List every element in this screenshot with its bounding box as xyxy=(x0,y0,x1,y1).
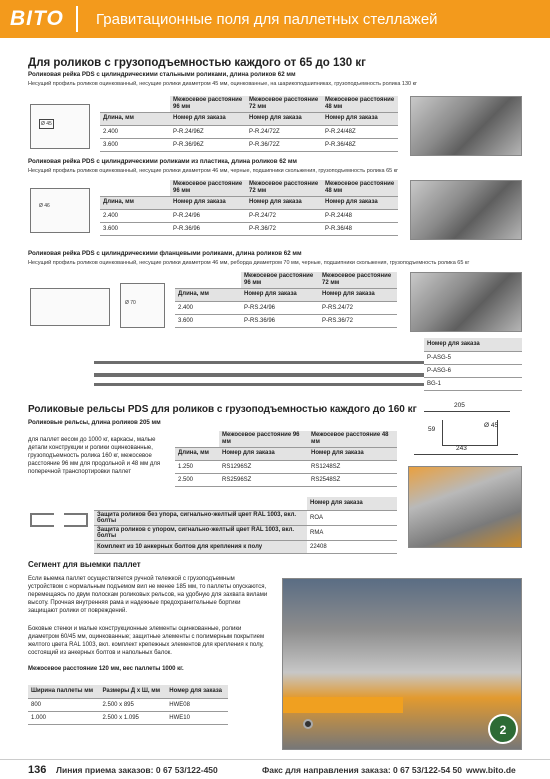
block1-note: Несущий профиль роликов оцинкованный, несущие ролики диаметром 45 мм, оцинкованные, на шарикоподшипниках, грузоподъемность ролика 130 кг xyxy=(28,81,418,87)
rail-image-1 xyxy=(94,361,424,364)
roller-profile-drawing-1 xyxy=(30,104,90,149)
table-extraction-segment: Ширина паллеты мм Размеры Д х Ш, мм Номер для заказа 800 2.500 x 895 HWE08 1.000 2.500 x 1.095 HWE10 xyxy=(28,685,228,725)
dim-d45-rail: Ø 45 xyxy=(484,422,499,429)
order-line: Линия приема заказов: 0 67 53/122-450 xyxy=(56,765,218,775)
rail-image-3 xyxy=(94,383,424,386)
block1-subtitle: Роликовая рейка PDS с цилиндрическими стальными роликами, длина роликов 62 мм xyxy=(28,71,296,78)
table-rail-accessories: Номер для заказа Защита роликов без упора, сигнально-желтый цвет RAL 1003, вкл. болты ROA Защита роликов с упором, сигнально-желтый цвет RAL 1003, вкл. болты RMA Комплект из 10 анкерных болтов для крепления к полу 22408 xyxy=(94,497,397,554)
steel-roller-photo xyxy=(410,96,522,156)
bito-logo: BITO xyxy=(6,6,78,32)
flange-roller-drawing-a xyxy=(30,288,110,326)
rail-guard-drawing xyxy=(30,505,90,535)
section2-subtitle: Роликовые рельсы, длина роликов 205 мм xyxy=(28,419,161,426)
header-bar xyxy=(0,0,550,38)
section2-title: Роликовые рельсы PDS для роликов с грузоподъемностью каждого до 160 кг xyxy=(28,404,417,415)
flange-roller-drawing-b xyxy=(120,283,165,328)
roller-rail-photo xyxy=(408,466,522,548)
section1-title: Для роликов с грузоподъемностью каждого от 65 до 130 кг xyxy=(28,57,366,69)
footer xyxy=(0,759,550,779)
block3-subtitle: Роликовая рейка PDS с цилиндрическими фланцевыми роликами, длина роликов 62 мм xyxy=(28,250,302,257)
block3-note: Несущий профиль роликов оцинкованный, несущие ролики диаметром 46 мм, реборда диаметром 70 мм, черные, подшипники скольжения, грузоподъемность ролика 65 кг xyxy=(28,260,470,266)
roller-profile-drawing-2 xyxy=(30,188,90,233)
warranty-badge: 2 xyxy=(488,714,518,744)
dim-59: 59 xyxy=(428,426,436,433)
dim-d45: Ø 45 xyxy=(41,121,52,127)
dim-d70: Ø 70 xyxy=(125,300,136,306)
table-roller-rails: Межосевое расстояние 96 мм Межосевое расстояние 48 мм Длина, мм Номер для заказа Номер для заказа 1.250 RS1296SZ RS1248SZ 2.500 RS2596SZ RS2548SZ xyxy=(175,431,397,487)
section3-title: Сегмент для выемки паллет xyxy=(28,560,141,569)
table-flange-rollers: Межосевое расстояние 96 мм Межосевое расстояние 72 мм Длина, мм Номер для заказа Номер для заказа 2.400 P-RS.24/96 P-RS.24/72 3.600 P-RS.36/96 P-RS.36/72 xyxy=(175,272,397,328)
section2-text: для паллет весом до 1000 кг, каркасы, малые детали конструкции и ролики оцинкованные, грузоподъемность ролика 160 кг, межосевое расстояние 96 мм для продольной и 48 мм для поперечной транспортировки паллет xyxy=(28,437,161,476)
section3-paragraph-3: Межосевое расстояние 120 мм, вес паллеты 1000 кг. xyxy=(28,666,184,672)
plastic-roller-photo xyxy=(410,180,522,240)
section3-paragraph-2: Боковые стенки и малые конструкционные элементы оцинкованные, ролики диаметром 60/45 мм, оцинкованные; защитные элементы с полимерным покрытием желтого цвета RAL 1003, вкл. комплект крепежных элементов для крепления к полу, состоящий из анкерных болтов и напольных балок. xyxy=(28,626,265,657)
block2-note: Несущий профиль роликов оцинкованный, несущие ролики диаметром 46 мм, черные, подшипники скольжения, грузоподъемность ролика 65 кг xyxy=(28,168,399,174)
fax-line: Факс для направления заказа: 0 67 53/122-54 50 xyxy=(262,765,463,775)
dim-243: 243 xyxy=(456,445,467,452)
section3-paragraph-1: Если выемка паллет осуществляется ручной тележкой с грузоподъемным устройством с нормальным подъемом вил не менее 185 мм, то паллеты опускаются, перемещаясь по двум полоскам роликовых рельсов, на удобную для захвата вилами высоту. Прочная внутренняя рама и надежные предохранительные бортики защищают ролики от повреждений. xyxy=(28,576,268,615)
table-accessories-rails: Номер для заказа P-ASG-5 P-ASG-6 BG-1 xyxy=(424,338,522,391)
page-number: 136 xyxy=(28,764,47,776)
pallet-truck-photo xyxy=(282,578,522,750)
flange-roller-photo xyxy=(410,272,522,332)
dim-205: 205 xyxy=(454,402,465,409)
website-link[interactable]: www.bito.de xyxy=(466,765,516,775)
page-title: Гравитационные поля для паллетных стеллажей xyxy=(96,11,438,28)
table-plastic-rollers: Межосевое расстояние 96 мм Межосевое расстояние 72 мм Межосевое расстояние 48 мм Длина, мм Номер для заказа Номер для заказа Номер для заказа 2.400 P-R.24/96 P-R.24/72 P-R.24/48 3.600 P-R.36/96 P-R.36/72 P-R.36/48 xyxy=(100,180,398,236)
block2-subtitle: Роликовая рейка PDS с цилиндрическими роликами из пластика, длина роликов 62 мм xyxy=(28,158,297,165)
table-steel-rollers: Межосевое расстояние 96 мм Межосевое расстояние 72 мм Межосевое расстояние 48 мм Длина, мм Номер для заказа Номер для заказа Номер для заказа 2.400 P-R.24/96Z P-R.24/72Z P-R.24/48Z 3.600 P-R.36/96Z P-R.36/72Z P-R.36/48Z xyxy=(100,96,398,152)
rail-dimension-drawing xyxy=(412,402,522,462)
dim-d46: Ø 46 xyxy=(39,203,50,209)
rail-image-2 xyxy=(94,373,424,377)
